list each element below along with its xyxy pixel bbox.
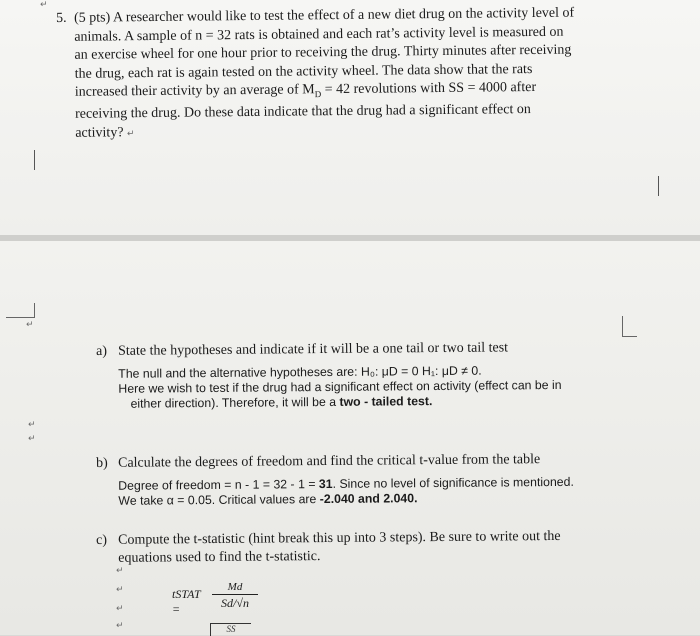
question-line: receiving the drug. Do these data indicate that the drug had a significant effect on <box>75 102 531 123</box>
part-c <box>96 527 616 568</box>
crop-mark-left <box>6 303 35 318</box>
part-a-answer <box>118 362 616 411</box>
question-line: animals. A sample of n = 32 rats is obtained and each rat’s activity level is measured on <box>74 24 564 45</box>
formula-fraction <box>212 581 258 611</box>
part-c-label: c) <box>96 532 108 548</box>
paragraph-mark-icon: ↵ <box>28 434 36 444</box>
answer-line: We take α = 0.05. Critical values are -2.040 and 2.040. <box>118 491 418 508</box>
formula-numerator: Md <box>212 581 258 595</box>
part-b-label: b) <box>96 455 108 471</box>
part-a-label: a) <box>96 343 108 359</box>
question-line: the drug, each rat is again tested on the activity wheel. The data show that the rats <box>74 61 533 82</box>
page-bottom-section <box>0 241 700 635</box>
tail-conclusion: two - tailed test. <box>339 394 433 409</box>
hypotheses-text: The null and the alternative hypotheses are: H₀: μD = 0 H₁: μD ≠ 0. <box>118 363 482 381</box>
critical-values: -2.040 and 2.040. <box>319 491 418 507</box>
question-number: 5. <box>56 10 67 26</box>
answer-line: Here we wish to test if the drug had a significant effect on activity (effect can be in <box>118 377 562 396</box>
formula-denominator: Sd/√n <box>221 596 249 610</box>
paragraph-mark-icon: ↵ <box>26 320 34 330</box>
paragraph-mark-icon: ↵ <box>40 0 48 10</box>
paragraph-mark-icon: ↵ <box>126 128 135 140</box>
formula-lhs: tSTAT = <box>172 587 201 616</box>
margin-tick <box>34 150 35 170</box>
degrees-of-freedom-value: 31 <box>318 476 333 492</box>
question-line: (5 pts) A researcher would like to test the effect of a new diet drug on the activity level of <box>74 5 575 26</box>
crop-mark-right <box>622 316 637 337</box>
part-b <box>96 450 616 509</box>
question-line: an exercise wheel for one hour prior to receiving the drug. Thirty minutes after receiving <box>74 42 572 63</box>
part-a <box>96 338 617 412</box>
answer-line: either direction). Therefore, it will be a two - tailed test. <box>130 394 433 411</box>
part-a-prompt: State the hypotheses and indicate if it will be a one tail or two tail test <box>118 340 509 359</box>
paragraph-mark-icon: ↵ <box>116 604 124 614</box>
question-line: activity? ↵ <box>75 125 135 141</box>
part-c-prompt: Compute the t-statistic (hint break this up into 3 steps). Be sure to write out the <box>118 528 561 548</box>
question-line: increased their activity by an average of $M_D = 42$ revolutions with SS = 4000 after <box>74 79 537 100</box>
question-5 <box>56 4 647 144</box>
partial-formula: SS <box>210 623 251 636</box>
paragraph-mark-icon: ↵ <box>116 566 124 576</box>
part-b-prompt: Calculate the degrees of freedom and find the critical t-value from the table <box>118 452 541 471</box>
margin-tick <box>658 176 659 196</box>
paragraph-mark-icon: ↵ <box>116 621 124 631</box>
paragraph-mark-icon: ↵ <box>28 420 36 430</box>
part-c-prompt-cont: equations used to find the t-statistic. <box>118 549 321 566</box>
answer-line: Degree of freedom = n - 1 = 32 - 1 = 31. Since no level of significance is mentioned. <box>118 474 574 493</box>
part-b-answer <box>118 474 616 508</box>
paragraph-mark-icon: ↵ <box>116 585 124 595</box>
